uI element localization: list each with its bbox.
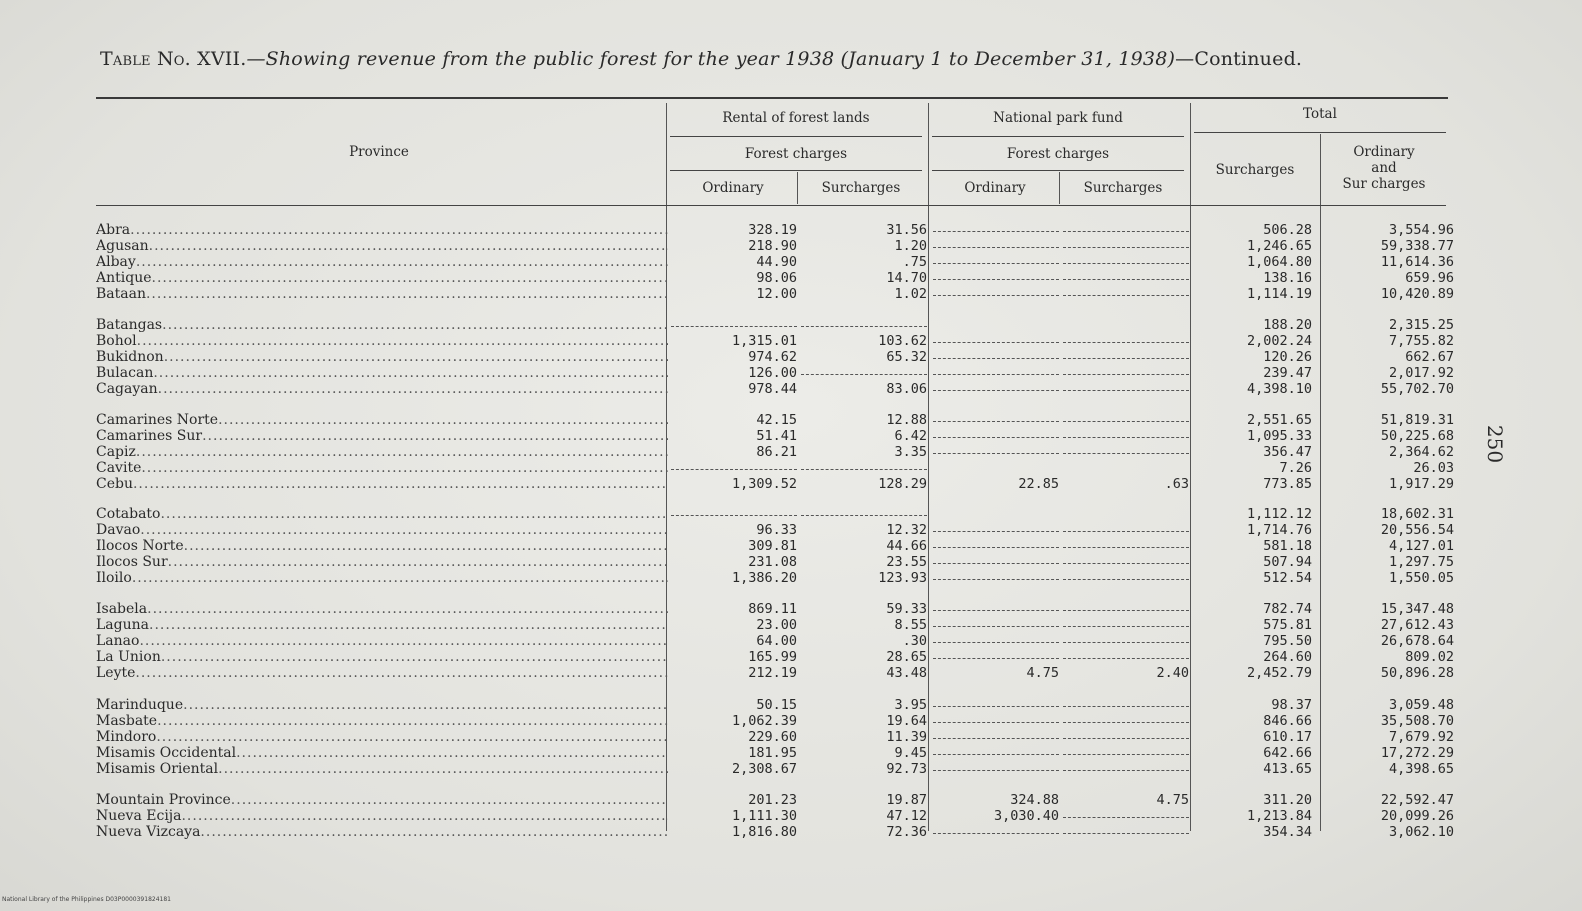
province-name: Bulacan .....: [96, 365, 668, 381]
header-total-surcharges: Surcharges: [1215, 162, 1295, 178]
t-sur-value: 413.65: [1263, 761, 1312, 777]
r-ord-value: 229.60: [748, 729, 797, 745]
t-sur-value: 610.17: [1263, 729, 1312, 745]
r-ord-value: 1,309.52: [731, 476, 797, 492]
table-continued: —Continued.: [1175, 48, 1303, 70]
r-sur-value: 103.62: [878, 333, 927, 349]
province-name: Ilocos Norte .....: [96, 538, 668, 554]
empty-cell-dash: [1063, 808, 1189, 818]
table-row: [96, 792, 1476, 808]
r-ord-value: 1,315.01: [731, 333, 797, 349]
r-sur-value: 11.39: [886, 729, 927, 745]
header-surcharges: Surcharges: [821, 180, 901, 196]
r-sur-value: 28.65: [886, 649, 927, 665]
t-total-value: 10,420.89: [1380, 286, 1454, 302]
empty-cell-dash: [933, 617, 1059, 627]
header-total: Total: [1303, 106, 1337, 122]
empty-cell-dash: [671, 506, 797, 516]
province-name: Abra .....: [96, 222, 668, 238]
t-total-value: 3,554.96: [1388, 222, 1454, 238]
province-name: Bukidnon .....: [96, 349, 668, 365]
province-name: Misamis Occidental .....: [96, 745, 668, 761]
empty-cell-dash: [801, 317, 927, 327]
r-sur-value: 65.32: [886, 349, 927, 365]
t-sur-value: 506.28: [1263, 222, 1312, 238]
table-row: [96, 365, 1476, 381]
n-ord-value: 3,030.40: [993, 808, 1059, 824]
r-sur-value: 19.64: [886, 713, 927, 729]
t-total-value: 55,702.70: [1380, 381, 1454, 397]
t-sur-value: 1,095.33: [1246, 428, 1312, 444]
r-ord-value: 328.19: [748, 222, 797, 238]
r-sur-value: .75: [902, 254, 927, 270]
empty-cell-dash: [933, 824, 1059, 834]
t-total-value: 2,364.62: [1388, 444, 1454, 460]
t-total-value: 18,602.31: [1380, 506, 1454, 522]
province-name: Misamis Oriental .....: [96, 761, 668, 777]
table-row: [96, 254, 1476, 270]
t-total-value: 22,592.47: [1380, 792, 1454, 808]
r-sur-value: 83.06: [886, 381, 927, 397]
r-ord-value: 51.41: [756, 428, 797, 444]
t-sur-value: 1,112.12: [1246, 506, 1312, 522]
t-total-value: 7,679.92: [1388, 729, 1454, 745]
header-rule: [932, 136, 1184, 137]
t-sur-value: 188.20: [1263, 317, 1312, 333]
province-name: Leyte .....: [96, 665, 668, 681]
empty-cell-dash: [1063, 570, 1189, 580]
t-total-value: 20,556.54: [1380, 522, 1454, 538]
r-ord-value: 44.90: [756, 254, 797, 270]
empty-cell-dash: [933, 270, 1059, 280]
header-ordinary: Ordinary: [702, 180, 764, 196]
province-name: Nueva Vizcaya .....: [96, 824, 668, 840]
r-sur-value: 72.36: [886, 824, 927, 840]
r-ord-value: 181.95: [748, 745, 797, 761]
table-row: [96, 238, 1476, 254]
table-row: [96, 286, 1476, 302]
table-row: [96, 761, 1476, 777]
t-total-value: 662.67: [1405, 349, 1454, 365]
empty-cell-dash: [1063, 238, 1189, 248]
table-row: [96, 381, 1476, 397]
empty-cell-dash: [1063, 554, 1189, 564]
header-surcharges: Surcharges: [1083, 180, 1163, 196]
t-total-value: 659.96: [1405, 270, 1454, 286]
table-row: [96, 460, 1476, 476]
r-sur-value: 8.55: [894, 617, 927, 633]
r-ord-value: 64.00: [756, 633, 797, 649]
r-ord-value: 42.15: [756, 412, 797, 428]
empty-cell-dash: [1063, 617, 1189, 627]
r-ord-value: 1,386.20: [731, 570, 797, 586]
n-ord-value: [933, 317, 1059, 333]
t-sur-value: 642.66: [1263, 745, 1312, 761]
t-total-value: 4,127.01: [1388, 538, 1454, 554]
r-ord-value: 98.06: [756, 270, 797, 286]
province-name: Laguna .....: [96, 617, 668, 633]
t-total-value: 1,917.29: [1388, 476, 1454, 492]
empty-cell-dash: [1063, 713, 1189, 723]
r-ord-value: 50.15: [756, 697, 797, 713]
t-sur-value: 782.74: [1263, 601, 1312, 617]
empty-cell-dash: [933, 444, 1059, 454]
province-name: Bohol .....: [96, 333, 668, 349]
empty-cell-dash: [933, 633, 1059, 643]
table-title: [100, 48, 1440, 70]
n-ord-value: 4.75: [1026, 665, 1059, 681]
t-total-value: 2,315.25: [1388, 317, 1454, 333]
header-bottom-rule: [96, 205, 1446, 206]
province-name: Lanao .....: [96, 633, 668, 649]
r-sur-value: 31.56: [886, 222, 927, 238]
province-name: Ilocos Sur .....: [96, 554, 668, 570]
province-name: Nueva Ecija .....: [96, 808, 668, 824]
t-sur-value: 354.34: [1263, 824, 1312, 840]
empty-cell-dash: [933, 222, 1059, 232]
n-sur-value: [1063, 506, 1189, 522]
empty-cell-dash: [933, 729, 1059, 739]
table-row: [96, 444, 1476, 460]
top-rule: [96, 97, 1448, 99]
empty-cell-dash: [1063, 761, 1189, 771]
t-total-value: 11,614.36: [1380, 254, 1454, 270]
empty-cell-dash: [1063, 633, 1189, 643]
t-total-value: 35,508.70: [1380, 713, 1454, 729]
empty-cell-dash: [1063, 349, 1189, 359]
n-sur-value: [1063, 317, 1189, 333]
t-total-value: 2,017.92: [1388, 365, 1454, 381]
empty-cell-dash: [1063, 444, 1189, 454]
t-total-value: 1,297.75: [1388, 554, 1454, 570]
r-ord-value: 23.00: [756, 617, 797, 633]
t-total-value: 26.03: [1413, 460, 1454, 476]
empty-cell-dash: [1063, 745, 1189, 755]
t-sur-value: 239.47: [1263, 365, 1312, 381]
empty-cell-dash: [1063, 697, 1189, 707]
r-ord-value: 1,062.39: [731, 713, 797, 729]
r-ord-value: 165.99: [748, 649, 797, 665]
empty-cell-dash: [933, 601, 1059, 611]
t-total-value: 4,398.65: [1388, 761, 1454, 777]
table-row: [96, 601, 1476, 617]
n-ord-value: 22.85: [1018, 476, 1059, 492]
empty-cell-dash: [1063, 522, 1189, 532]
header-rental: Rental of forest lands: [722, 110, 870, 126]
province-name: Bataan .....: [96, 286, 668, 302]
table-row: [96, 697, 1476, 713]
province-name: Masbate .....: [96, 713, 668, 729]
empty-cell-dash: [1063, 365, 1189, 375]
table-row: [96, 428, 1476, 444]
r-ord-value: 126.00: [748, 365, 797, 381]
empty-cell-dash: [801, 365, 927, 375]
empty-cell-dash: [1063, 254, 1189, 264]
r-sur-value: 12.32: [886, 522, 927, 538]
table-row: [96, 665, 1476, 681]
province-name: Cavite .....: [96, 460, 668, 476]
table-row: [96, 570, 1476, 586]
t-sur-value: 1,064.80: [1246, 254, 1312, 270]
r-sur-value: 59.33: [886, 601, 927, 617]
empty-cell-dash: [1063, 601, 1189, 611]
header-forest-charges: Forest charges: [1006, 146, 1110, 162]
r-ord-value: 1,816.80: [731, 824, 797, 840]
empty-cell-dash: [801, 460, 927, 470]
t-sur-value: 98.37: [1271, 697, 1312, 713]
empty-cell-dash: [933, 649, 1059, 659]
table-row: [96, 824, 1476, 840]
province-name: Iloilo .....: [96, 570, 668, 586]
empty-cell-dash: [1063, 286, 1189, 296]
r-sur-value: 1.20: [894, 238, 927, 254]
r-ord-value: 86.21: [756, 444, 797, 460]
t-sur-value: 773.85: [1263, 476, 1312, 492]
t-total-value: 51,819.31: [1380, 412, 1454, 428]
r-sur-value: 1.02: [894, 286, 927, 302]
empty-cell-dash: [933, 522, 1059, 532]
r-ord-value: 974.62: [748, 349, 797, 365]
t-sur-value: 2,002.24: [1246, 333, 1312, 349]
empty-cell-dash: [933, 254, 1059, 264]
empty-cell-dash: [1063, 428, 1189, 438]
empty-cell-dash: [933, 697, 1059, 707]
t-total-value: 3,062.10: [1388, 824, 1454, 840]
n-ord-value: [933, 460, 1059, 476]
n-ord-value: 324.88: [1010, 792, 1059, 808]
header-rule: [670, 136, 922, 137]
t-total-value: 26,678.64: [1380, 633, 1454, 649]
empty-cell-dash: [1063, 270, 1189, 280]
header-line: Sur charges: [1342, 176, 1426, 192]
t-total-value: 809.02: [1405, 649, 1454, 665]
r-sur-value: 44.66: [886, 538, 927, 554]
r-ord-value: 231.08: [748, 554, 797, 570]
table-row: [96, 333, 1476, 349]
r-sur-value: 123.93: [878, 570, 927, 586]
empty-cell-dash: [1063, 222, 1189, 232]
t-sur-value: 2,452.79: [1246, 665, 1312, 681]
r-sur-value: 14.70: [886, 270, 927, 286]
empty-cell-dash: [933, 761, 1059, 771]
n-sur-value: 2.40: [1156, 665, 1189, 681]
province-name: Mindoro .....: [96, 729, 668, 745]
t-sur-value: 1,114.19: [1246, 286, 1312, 302]
t-sur-value: 4,398.10: [1246, 381, 1312, 397]
t-sur-value: 846.66: [1263, 713, 1312, 729]
r-ord-value: 12.00: [756, 286, 797, 302]
empty-cell-dash: [933, 381, 1059, 391]
empty-cell-dash: [933, 713, 1059, 723]
empty-cell-dash: [933, 570, 1059, 580]
province-name: Cebu .....: [96, 476, 668, 492]
r-sur-value: 92.73: [886, 761, 927, 777]
table-number: Table No. XVII.: [100, 48, 247, 70]
table-row: [96, 222, 1476, 238]
province-name: Batangas .....: [96, 317, 668, 333]
t-total-value: 7,755.82: [1388, 333, 1454, 349]
empty-cell-dash: [933, 412, 1059, 422]
r-sur-value: 128.29: [878, 476, 927, 492]
table-row: [96, 349, 1476, 365]
province-name: Antique .....: [96, 270, 668, 286]
r-ord-value: 869.11: [748, 601, 797, 617]
table-row: [96, 808, 1476, 824]
table-row: [96, 476, 1476, 492]
t-total-value: 17,272.29: [1380, 745, 1454, 761]
table-row: [96, 713, 1476, 729]
r-sur-value: 43.48: [886, 665, 927, 681]
table-row: [96, 522, 1476, 538]
empty-cell-dash: [1063, 824, 1189, 834]
t-sur-value: 1,213.84: [1246, 808, 1312, 824]
t-sur-value: 507.94: [1263, 554, 1312, 570]
province-name: Capiz .....: [96, 444, 668, 460]
r-ord-value: 96.33: [756, 522, 797, 538]
province-name: Cotabato .....: [96, 506, 668, 522]
table-row: [96, 506, 1476, 522]
table-row: [96, 554, 1476, 570]
t-total-value: 3,059.48: [1388, 697, 1454, 713]
t-sur-value: 575.81: [1263, 617, 1312, 633]
r-sur-value: 3.95: [894, 697, 927, 713]
t-sur-value: 512.54: [1263, 570, 1312, 586]
header-national-park: National park fund: [993, 110, 1123, 126]
province-name: Mountain Province .....: [96, 792, 668, 808]
province-name: Camarines Norte .....: [96, 412, 668, 428]
t-sur-value: 7.26: [1279, 460, 1312, 476]
r-ord-value: 2,308.67: [731, 761, 797, 777]
empty-cell-dash: [933, 538, 1059, 548]
t-total-value: 27,612.43: [1380, 617, 1454, 633]
r-ord-value: 218.90: [748, 238, 797, 254]
t-total-value: 20,099.26: [1380, 808, 1454, 824]
province-name: Davao .....: [96, 522, 668, 538]
header-rule: [670, 170, 922, 171]
table-row: [96, 270, 1476, 286]
r-sur-value: 3.35: [894, 444, 927, 460]
empty-cell-dash: [933, 554, 1059, 564]
empty-cell-dash: [671, 460, 797, 470]
page-number: 250: [1483, 424, 1508, 464]
n-sur-value: .63: [1164, 476, 1189, 492]
t-total-value: 50,225.68: [1380, 428, 1454, 444]
table-row: [96, 745, 1476, 761]
r-ord-value: 1,111.30: [731, 808, 797, 824]
t-total-value: 1,550.05: [1388, 570, 1454, 586]
t-sur-value: 311.20: [1263, 792, 1312, 808]
empty-cell-dash: [933, 365, 1059, 375]
t-sur-value: 138.16: [1263, 270, 1312, 286]
province-name: La Union .....: [96, 649, 668, 665]
header-ordinary: Ordinary: [964, 180, 1026, 196]
empty-cell-dash: [933, 428, 1059, 438]
t-sur-value: 264.60: [1263, 649, 1312, 665]
t-sur-value: 356.47: [1263, 444, 1312, 460]
empty-cell-dash: [1063, 538, 1189, 548]
r-sur-value: 9.45: [894, 745, 927, 761]
header-forest-charges: Forest charges: [744, 146, 848, 162]
empty-cell-dash: [1063, 649, 1189, 659]
r-ord-value: 201.23: [748, 792, 797, 808]
province-name: Marinduque .....: [96, 697, 668, 713]
empty-cell-dash: [671, 317, 797, 327]
table-caption: —Showing revenue from the public forest for the year 1938 (January 1 to December 31, 1938): [246, 48, 1176, 70]
t-total-value: 15,347.48: [1380, 601, 1454, 617]
empty-cell-dash: [1063, 412, 1189, 422]
r-sur-value: 6.42: [894, 428, 927, 444]
province-name: Agusan .....: [96, 238, 668, 254]
header-rule: [1194, 132, 1446, 133]
province-name: Camarines Sur .....: [96, 428, 668, 444]
table-row: [96, 317, 1476, 333]
r-sur-value: 47.12: [886, 808, 927, 824]
r-sur-value: 19.87: [886, 792, 927, 808]
n-sur-value: [1063, 460, 1189, 476]
t-sur-value: 2,551.65: [1246, 412, 1312, 428]
province-name: Isabela .....: [96, 601, 668, 617]
r-sur-value: .30: [902, 633, 927, 649]
table-row: [96, 538, 1476, 554]
header-total-ordinary-and-surcharges: [1322, 144, 1446, 192]
empty-cell-dash: [1063, 333, 1189, 343]
t-total-value: 50,896.28: [1380, 665, 1454, 681]
n-sur-value: 4.75: [1156, 792, 1189, 808]
province-name: Cagayan .....: [96, 381, 668, 397]
province-name: Albay .....: [96, 254, 668, 270]
empty-cell-dash: [933, 349, 1059, 359]
r-sur-value: 12.88: [886, 412, 927, 428]
empty-cell-dash: [933, 745, 1059, 755]
header-province: Province: [349, 144, 409, 160]
table-row: [96, 729, 1476, 745]
t-sur-value: 120.26: [1263, 349, 1312, 365]
empty-cell-dash: [1063, 381, 1189, 391]
empty-cell-dash: [801, 506, 927, 516]
table-row: [96, 412, 1476, 428]
table-row: [96, 633, 1476, 649]
t-total-value: 59,338.77: [1380, 238, 1454, 254]
header-rule: [932, 170, 1184, 171]
header-line: and: [1371, 160, 1397, 176]
t-sur-value: 1,714.76: [1246, 522, 1312, 538]
empty-cell-dash: [933, 238, 1059, 248]
r-ord-value: 212.19: [748, 665, 797, 681]
footer-source: National Library of the Philippines D03P0000391824181: [2, 896, 171, 903]
empty-cell-dash: [1063, 729, 1189, 739]
r-sur-value: 23.55: [886, 554, 927, 570]
empty-cell-dash: [933, 286, 1059, 296]
empty-cell-dash: [933, 333, 1059, 343]
table-row: [96, 649, 1476, 665]
t-sur-value: 1,246.65: [1246, 238, 1312, 254]
n-ord-value: [933, 506, 1059, 522]
t-sur-value: 581.18: [1263, 538, 1312, 554]
t-sur-value: 795.50: [1263, 633, 1312, 649]
header-line: Ordinary: [1353, 144, 1415, 160]
r-ord-value: 309.81: [748, 538, 797, 554]
table-row: [96, 617, 1476, 633]
r-ord-value: 978.44: [748, 381, 797, 397]
